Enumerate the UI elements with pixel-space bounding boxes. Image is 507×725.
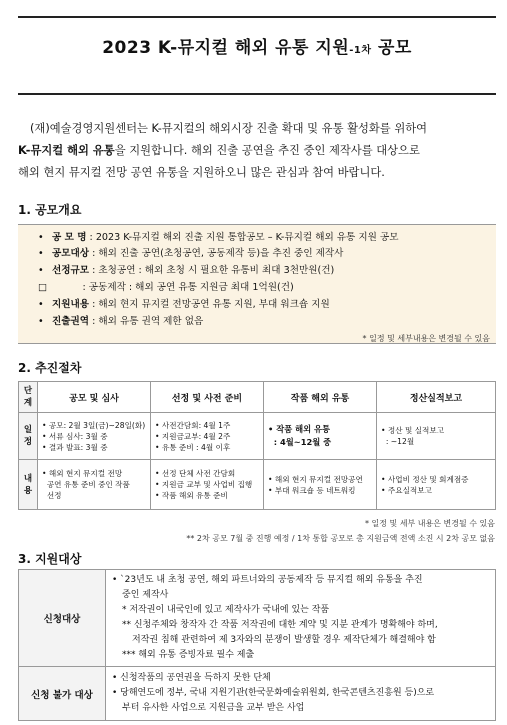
title-main: 2023 K-뮤지컬 해외 유통 지원 — [102, 38, 350, 58]
col-head-step: 단계 — [19, 382, 38, 413]
intro-bold: K-뮤지컬 해외 유통 — [18, 144, 115, 157]
eligibility-label: 신청대상 — [19, 570, 106, 667]
procedure-table — [18, 381, 496, 510]
schedule-cell: • 사전간담회: 4월 1주 • 지원금교부: 4월 2주 • 유통 준비 : 4월 이후 — [151, 413, 264, 460]
overview-note: * 일정 및 세부내용은 변경될 수 있음 — [362, 334, 490, 343]
overview-item: • 공모대상 : 해외 진출 공연(초청공연, 공동제작 등)을 추진 중인 제작사 — [38, 248, 344, 259]
title-sub: -1차 — [349, 45, 372, 56]
row-head-schedule: 일정 — [19, 413, 38, 460]
col-head-select: 선정 및 사전 준비 — [151, 382, 264, 413]
ineligible-body: • 신청작품의 공연권을 득하지 못한 단체 • 당해연도에 정부, 국내 지원기관(한국문화예술위원회, 한국콘텐츠진흥원 등)으로 부터 유사한 사업으로 지원금을 교부 받은 사업 — [106, 667, 496, 721]
top-rule — [18, 16, 496, 18]
intro-paragraph — [18, 118, 496, 184]
content-cell: • 해외 현지 뮤지컬 전망 공연 유통 준비 중인 작품 선정 — [38, 460, 151, 510]
section-3-heading: 3. 지원대상 — [18, 552, 82, 566]
overview-item: • 선정규모 : 초청공연 : 해외 초청 시 필요한 유통비 최대 3천만원(건) — [38, 265, 335, 276]
intro-line-1: (재)예술경영지원센터는 K-뮤지컬의 해외시장 진출 확대 및 유통 활성화를 위하여 — [30, 122, 428, 135]
row-head-content: 내용 — [19, 460, 38, 510]
content-cell: • 해외 현지 뮤지컬 전망공연 • 부대 워크숍 등 네트워킹 — [264, 460, 377, 510]
page-title — [18, 33, 496, 58]
procedure-note-2: ** 2차 공모 7월 중 진행 예정 / 1차 통합 공모로 총 지원금액 전액 소진 시 2차 공모 없음 — [186, 534, 495, 543]
section-1-heading: 1. 공모개요 — [18, 203, 82, 217]
intro-line-2: 을 지원합니다. 해외 진출 공연을 추진 중인 제작사를 대상으로 — [114, 144, 420, 157]
title-bottom-rule — [18, 93, 496, 95]
overview-item: • 공 모 명 : 2023 K-뮤지컬 해외 진출 지원 통합공모 – K-뮤지컬 해외 유통 지원 공모 — [38, 232, 399, 243]
col-head-apply: 공모 및 심사 — [38, 382, 151, 413]
col-head-distribute: 작품 해외 유통 — [264, 382, 377, 413]
ineligible-label: 신청 불가 대상 — [19, 667, 106, 721]
overview-item: • 진출권역 : 해외 유통 권역 제한 없음 — [38, 316, 204, 327]
eligibility-body: • `23년도 내 초청 공연, 해외 파트너와의 공동제작 등 뮤지컬 해외 유통을 추진 중인 제작사 * 저작권이 내국인에 있고 제작사가 국내에 있는 작품 ** 신청주체와 창작자 간 작품 저작권에 대한 계약 및 지분 관계가 명확해야 하며, 저작권 침해 관련하여 제 3자와의 분쟁이 발생할 경우 제작단체가 해결해야 함 *** 해외 유통 증빙자료 필수 제출 — [106, 570, 496, 667]
schedule-cell: • 정산 및 실적보고 : ~12월 — [377, 413, 496, 460]
overview-box — [18, 224, 496, 344]
col-head-report: 정산실적보고 — [377, 382, 496, 413]
schedule-cell: • 작품 해외 유통 : 4월~12월 중 — [264, 413, 377, 460]
content-cell: • 선정 단체 사전 간담회 • 지원금 교부 및 사업비 집행 • 작품 해외 유통 준비 — [151, 460, 264, 510]
eligibility-table — [18, 569, 496, 721]
intro-line-3: 해외 현지 뮤지컬 전망 공연 유통을 지원하오니 많은 관심과 참여 바랍니다. — [18, 166, 385, 179]
title-tail: 공모 — [371, 38, 412, 58]
schedule-cell: • 공모: 2월 3일(금)~28일(화) • 서류 심사: 3월 중 • 결과 발표: 3월 중 — [38, 413, 151, 460]
section-2-heading: 2. 추진절차 — [18, 361, 82, 375]
overview-item: □ : 공동제작 : 해외 공연 유통 지원금 최대 1억원(건) — [38, 282, 294, 293]
overview-item: • 지원내용 : 해외 현지 뮤지컬 전망공연 유통 지원, 부대 워크숍 지원 — [38, 299, 330, 310]
content-cell: • 사업비 정산 및 회계점증 • 주요실적보고 — [377, 460, 496, 510]
procedure-note-1: * 일정 및 세부 내용은 변경될 수 있음 — [365, 519, 495, 528]
